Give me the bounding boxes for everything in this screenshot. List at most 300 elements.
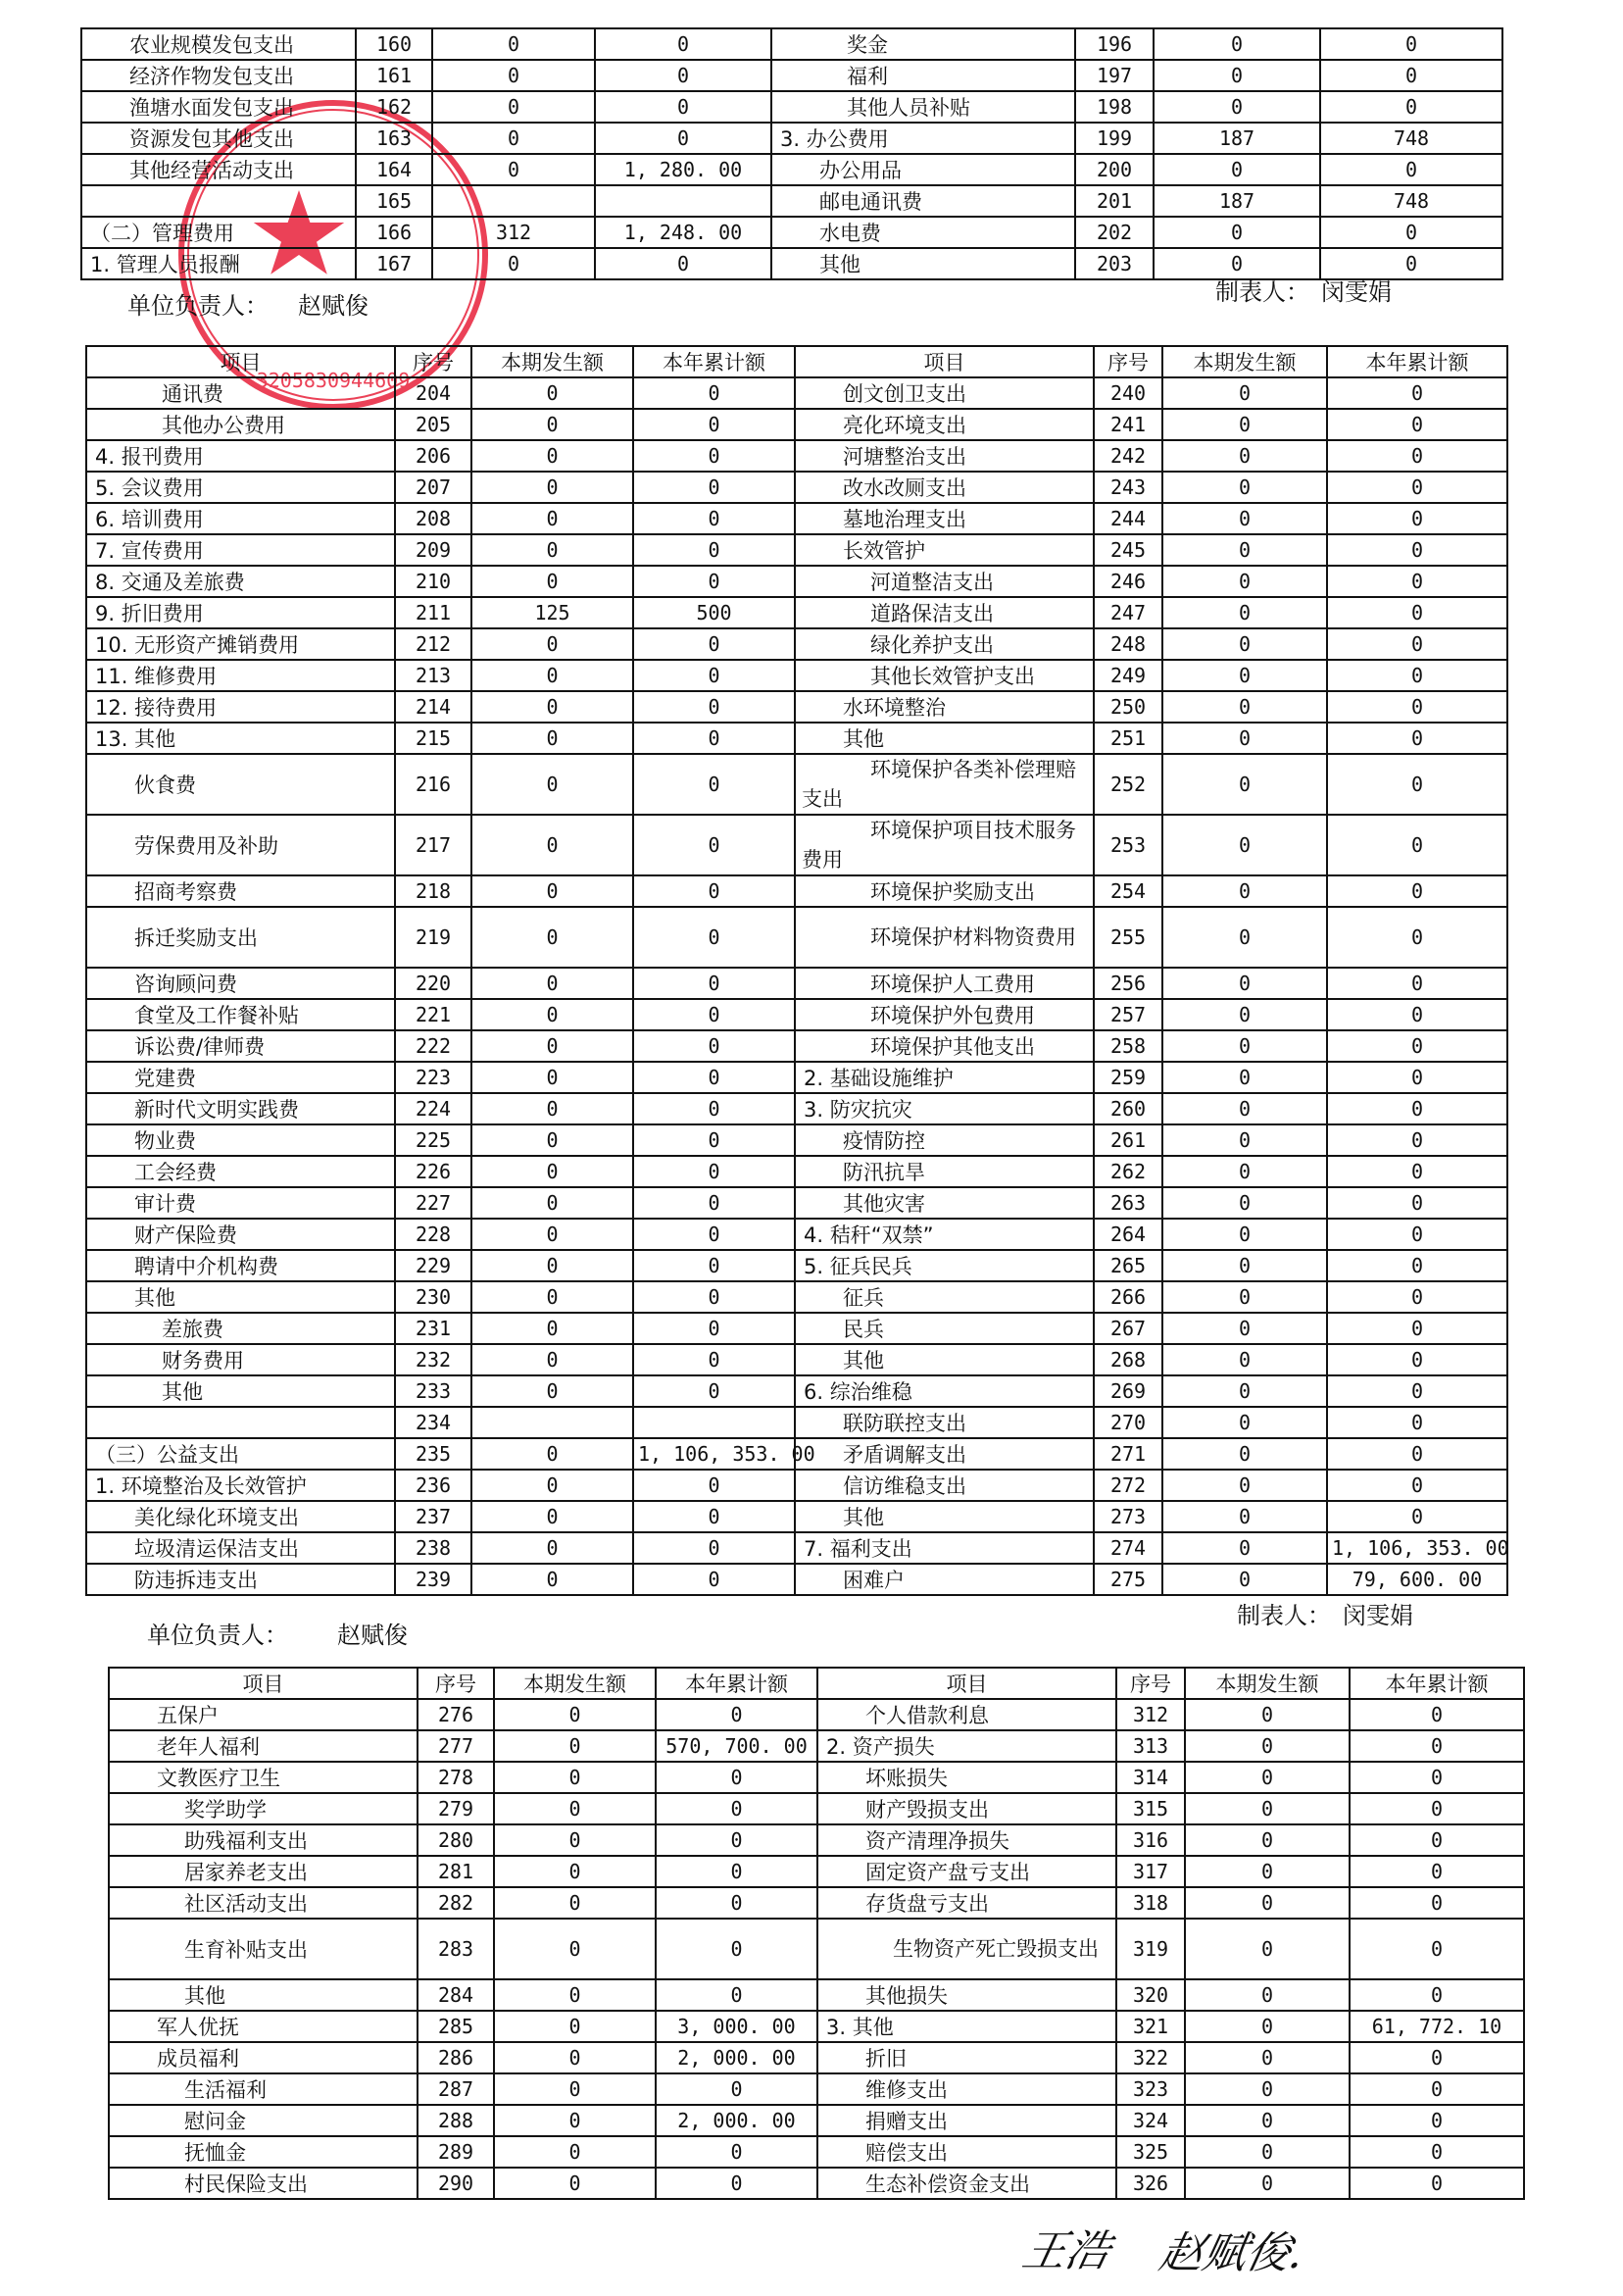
left-current-amount: 0 [471,1564,633,1595]
right-seq-number: 241 [1094,409,1162,440]
left-item-label: 12. 接待费用 [86,691,395,723]
right-current-amount: 0 [1162,1093,1327,1124]
left-item-label: 其他 [86,1281,395,1313]
right-seq-number: 267 [1094,1313,1162,1344]
right-seq-number: 258 [1094,1030,1162,1062]
right-seq-number: 243 [1094,472,1162,503]
left-ytd-amount: 0 [656,2073,817,2105]
left-ytd-amount: 0 [633,1250,795,1281]
left-item-label: 军人优抚 [109,2011,418,2042]
right-ytd-amount: 0 [1327,691,1507,723]
right-ytd-amount: 0 [1350,1979,1524,2011]
left-item-label: 生活福利 [109,2073,418,2105]
right-current-amount: 0 [1162,999,1327,1030]
left-item-label: 9. 折旧费用 [86,597,395,628]
left-seq-number: 212 [395,628,471,660]
header-item: 项目 [795,346,1094,377]
left-ytd-amount: 500 [633,597,795,628]
left-current-amount: 0 [494,1824,656,1856]
table-row [86,1250,1507,1281]
left-seq-number: 281 [418,1856,494,1887]
right-ytd-amount: 0 [1327,377,1507,409]
left-item-label: 农业规模发包支出 [81,28,356,60]
table-row [86,1093,1507,1124]
table-row [86,1470,1507,1501]
right-seq-number: 316 [1116,1824,1185,1856]
left-ytd-amount: 0 [595,60,771,91]
right-seq-number: 272 [1094,1470,1162,1501]
right-seq-number: 262 [1094,1156,1162,1187]
left-ytd-amount: 0 [656,1887,817,1919]
right-seq-number: 199 [1075,123,1154,154]
right-ytd-amount: 0 [1327,660,1507,691]
left-item-label: 抚恤金 [109,2136,418,2168]
right-ytd-amount: 0 [1320,28,1502,60]
left-current-amount [432,185,595,217]
right-current-amount: 0 [1185,1919,1350,1979]
right-current-amount: 0 [1185,2042,1350,2073]
right-ytd-amount: 0 [1350,2136,1524,2168]
right-current-amount: 0 [1185,2011,1350,2042]
left-current-amount: 0 [471,660,633,691]
left-ytd-amount: 0 [633,1030,795,1062]
table-row [109,1856,1524,1887]
right-current-amount: 0 [1162,1407,1327,1438]
right-item-label: 维修支出 [817,2073,1116,2105]
right-item-label: 征兵 [795,1281,1094,1313]
right-ytd-amount: 0 [1327,566,1507,597]
left-ytd-amount: 0 [633,1344,795,1375]
left-item-label: 4. 报刊费用 [86,440,395,472]
left-item-label: 其他 [86,1375,395,1407]
table-row [109,2042,1524,2073]
left-ytd-amount: 0 [656,1919,817,1979]
right-current-amount: 0 [1162,1375,1327,1407]
right-item-label: 2. 基础设施维护 [795,1062,1094,1093]
left-current-amount [471,1407,633,1438]
right-item-label: 环境保护其他支出 [795,1030,1094,1062]
right-ytd-amount: 0 [1327,472,1507,503]
left-seq-number: 287 [418,2073,494,2105]
header-ytd: 本年累计额 [1327,346,1507,377]
table-row [86,1532,1507,1564]
right-item-label: 民兵 [795,1313,1094,1344]
right-seq-number: 314 [1116,1762,1185,1793]
left-seq-number: 208 [395,503,471,534]
right-seq-number: 202 [1075,217,1154,248]
right-seq-number: 312 [1116,1699,1185,1730]
left-seq-number: 160 [356,28,432,60]
left-seq-number: 231 [395,1313,471,1344]
left-ytd-amount: 1, 280. 00 [595,154,771,185]
table-row [86,409,1507,440]
left-seq-number: 235 [395,1438,471,1470]
header-ytd: 本年累计额 [656,1668,817,1699]
left-ytd-amount: 0 [633,1281,795,1313]
right-item-label: 矛盾调解支出 [795,1438,1094,1470]
right-ytd-amount: 0 [1327,1156,1507,1187]
left-current-amount: 0 [471,999,633,1030]
left-item-label: 工会经费 [86,1156,395,1187]
right-ytd-amount: 0 [1327,1062,1507,1093]
left-seq-number: 211 [395,597,471,628]
table-row [86,503,1507,534]
left-current-amount: 0 [494,1762,656,1793]
right-current-amount: 0 [1162,628,1327,660]
right-seq-number: 245 [1094,534,1162,566]
right-current-amount: 0 [1162,754,1327,815]
left-seq-number: 204 [395,377,471,409]
left-ytd-amount: 0 [633,815,795,875]
left-current-amount: 0 [471,1250,633,1281]
left-ytd-amount: 0 [633,723,795,754]
left-current-amount: 0 [494,2105,656,2136]
right-current-amount: 0 [1162,1281,1327,1313]
right-item-label: 长效管护 [795,534,1094,566]
right-current-amount: 0 [1185,1979,1350,2011]
right-seq-number: 248 [1094,628,1162,660]
right-current-amount: 0 [1162,1344,1327,1375]
left-seq-number: 232 [395,1344,471,1375]
left-item-label: 五保户 [109,1699,418,1730]
right-current-amount: 0 [1162,377,1327,409]
left-seq-number: 162 [356,91,432,123]
preparer-label: 制表人： [1215,278,1309,306]
stamp-code: 3205830944609 [256,369,411,392]
right-ytd-amount: 0 [1327,1219,1507,1250]
right-current-amount: 0 [1185,2105,1350,2136]
left-seq-number: 167 [356,248,432,279]
left-seq-number: 276 [418,1699,494,1730]
left-seq-number: 206 [395,440,471,472]
table-row [109,1919,1524,1979]
left-ytd-amount [595,185,771,217]
right-seq-number: 315 [1116,1793,1185,1824]
right-seq-number: 196 [1075,28,1154,60]
left-current-amount: 0 [471,377,633,409]
left-seq-number: 227 [395,1187,471,1219]
right-ytd-amount: 0 [1327,1030,1507,1062]
left-item-label: 奖学助学 [109,1793,418,1824]
right-seq-number: 264 [1094,1219,1162,1250]
right-item-label: 信访维稳支出 [795,1470,1094,1501]
left-current-amount: 0 [494,1919,656,1979]
right-seq-number: 317 [1116,1856,1185,1887]
right-item-label: 3. 其他 [817,2011,1116,2042]
left-seq-number: 164 [356,154,432,185]
left-ytd-amount: 0 [595,28,771,60]
left-current-amount: 0 [471,907,633,968]
right-ytd-amount: 0 [1350,2073,1524,2105]
left-current-amount: 0 [471,1438,633,1470]
right-ytd-amount: 0 [1350,1919,1524,1979]
right-seq-number: 254 [1094,875,1162,907]
left-current-amount: 0 [471,472,633,503]
table-row [86,875,1507,907]
left-current-amount: 0 [494,1887,656,1919]
right-item-label: 2. 资产损失 [817,1730,1116,1762]
signature-2: 赵赋俊. [1155,2228,1309,2278]
left-ytd-amount: 0 [633,999,795,1030]
left-current-amount: 0 [471,691,633,723]
left-ytd-amount: 0 [633,1532,795,1564]
right-item-label: 墓地治理支出 [795,503,1094,534]
left-seq-number: 219 [395,907,471,968]
table-row [86,660,1507,691]
header-current: 本期发生额 [1162,346,1327,377]
left-current-amount: 0 [471,815,633,875]
preparer-footer-1 [1215,273,1392,307]
expense-table-part-3 [108,1667,1525,2200]
table-row [109,1979,1524,2011]
right-ytd-amount: 0 [1350,2105,1524,2136]
right-ytd-amount: 0 [1320,60,1502,91]
left-seq-number: 216 [395,754,471,815]
left-item-label [86,1407,395,1438]
right-current-amount: 0 [1185,1699,1350,1730]
right-seq-number: 203 [1075,248,1154,279]
table-row [86,1313,1507,1344]
left-seq-number: 288 [418,2105,494,2136]
right-current-amount: 187 [1154,185,1320,217]
table-row [109,2073,1524,2105]
left-current-amount: 0 [471,1313,633,1344]
right-ytd-amount: 0 [1327,597,1507,628]
right-current-amount: 0 [1162,1564,1327,1595]
right-seq-number: 198 [1075,91,1154,123]
right-ytd-amount: 0 [1350,1793,1524,1824]
right-item-label: 其他 [795,1344,1094,1375]
left-seq-number: 161 [356,60,432,91]
preparer-name: 闵雯娟 [1321,278,1392,306]
left-seq-number: 221 [395,999,471,1030]
left-current-amount: 0 [432,154,595,185]
table-row [86,597,1507,628]
right-item-label: 其他灾害 [795,1187,1094,1219]
left-ytd-amount: 0 [633,1187,795,1219]
table-row [109,2168,1524,2199]
left-current-amount: 0 [494,1730,656,1762]
right-seq-number: 319 [1116,1919,1185,1979]
right-current-amount: 0 [1162,1438,1327,1470]
right-current-amount: 0 [1162,875,1327,907]
right-current-amount: 0 [1154,60,1320,91]
left-ytd-amount: 0 [633,1093,795,1124]
left-item-label: 渔塘水面发包支出 [81,91,356,123]
right-item-label: 改水改厕支出 [795,472,1094,503]
right-item-label: 赔偿支出 [817,2136,1116,2168]
left-current-amount: 0 [471,628,633,660]
left-item-label: （三）公益支出 [86,1438,395,1470]
right-ytd-amount: 0 [1320,91,1502,123]
right-ytd-amount: 748 [1320,185,1502,217]
left-item-label: 5. 会议费用 [86,472,395,503]
header-item: 项目 [817,1668,1116,1699]
left-item-label: 成员福利 [109,2042,418,2073]
right-ytd-amount: 0 [1320,154,1502,185]
table-row [86,628,1507,660]
left-item-label: 13. 其他 [86,723,395,754]
right-seq-number: 255 [1094,907,1162,968]
header-item: 项目 [109,1668,418,1699]
left-item-label: 经济作物发包支出 [81,60,356,91]
table-row [86,723,1507,754]
right-seq-number: 263 [1094,1187,1162,1219]
left-item-label: 差旅费 [86,1313,395,1344]
right-current-amount: 0 [1162,1219,1327,1250]
expense-table-part-1 [80,27,1503,280]
left-current-amount: 125 [471,597,633,628]
left-ytd-amount: 1, 248. 00 [595,217,771,248]
right-current-amount: 0 [1162,1470,1327,1501]
right-current-amount: 0 [1162,907,1327,968]
left-item-label: （二）管理费用 [81,217,356,248]
table-row [86,1062,1507,1093]
right-current-amount: 0 [1162,409,1327,440]
right-item-label: 河道整洁支出 [795,566,1094,597]
right-current-amount: 0 [1162,1062,1327,1093]
left-ytd-amount: 0 [633,1313,795,1344]
table-row [86,566,1507,597]
left-item-label: 其他 [109,1979,418,2011]
right-ytd-amount: 0 [1350,1699,1524,1730]
left-current-amount: 0 [471,1093,633,1124]
left-current-amount: 0 [471,1470,633,1501]
left-item-label: 慰问金 [109,2105,418,2136]
right-current-amount: 0 [1162,815,1327,875]
left-item-label: 11. 维修费用 [86,660,395,691]
right-item-label: 固定资产盘亏支出 [817,1856,1116,1887]
left-current-amount: 0 [471,1030,633,1062]
left-item-label: 1. 管理人员报酬 [81,248,356,279]
table-row [86,534,1507,566]
right-item-label: 其他 [795,723,1094,754]
left-item-label: 招商考察费 [86,875,395,907]
right-ytd-amount: 0 [1327,1187,1507,1219]
table-row [86,1344,1507,1375]
right-item-label: 5. 征兵民兵 [795,1250,1094,1281]
left-seq-number: 222 [395,1030,471,1062]
right-seq-number: 242 [1094,440,1162,472]
left-current-amount: 0 [471,875,633,907]
right-ytd-amount: 0 [1327,815,1507,875]
right-item-label: 亮化环境支出 [795,409,1094,440]
left-ytd-amount: 0 [595,248,771,279]
left-ytd-amount: 0 [656,2168,817,2199]
right-current-amount: 0 [1185,2136,1350,2168]
left-item-label: 食堂及工作餐补贴 [86,999,395,1030]
right-item-label: 河塘整治支出 [795,440,1094,472]
right-seq-number: 323 [1116,2073,1185,2105]
right-current-amount: 0 [1185,1887,1350,1919]
right-ytd-amount: 0 [1327,1470,1507,1501]
table-row [86,1187,1507,1219]
right-item-label: 折旧 [817,2042,1116,2073]
preparer-name: 闵雯娟 [1343,1602,1413,1629]
unit-head-label: 单位负责人： [127,292,269,320]
right-ytd-amount: 0 [1350,1730,1524,1762]
left-ytd-amount: 0 [656,1699,817,1730]
right-ytd-amount: 0 [1327,628,1507,660]
left-current-amount: 0 [432,248,595,279]
left-current-amount: 0 [471,1532,633,1564]
right-seq-number: 249 [1094,660,1162,691]
right-current-amount: 0 [1154,248,1320,279]
left-ytd-amount: 0 [633,409,795,440]
right-current-amount: 0 [1162,691,1327,723]
left-current-amount: 0 [471,1344,633,1375]
right-item-label: 3. 办公费用 [771,123,1075,154]
left-current-amount: 312 [432,217,595,248]
left-item-label: 财产保险费 [86,1219,395,1250]
left-seq-number: 280 [418,1824,494,1856]
left-seq-number: 205 [395,409,471,440]
right-seq-number: 256 [1094,968,1162,999]
left-item-label: 物业费 [86,1124,395,1156]
header-row [109,1668,1524,1699]
right-item-label: 环境保护各类补偿理赔支出 [795,754,1094,815]
table-row [86,691,1507,723]
right-item-label: 绿化养护支出 [795,628,1094,660]
left-ytd-amount: 0 [595,91,771,123]
header-seq: 序号 [1094,346,1162,377]
table-row [86,1124,1507,1156]
right-seq-number: 325 [1116,2136,1185,2168]
left-current-amount: 0 [471,968,633,999]
left-current-amount: 0 [471,1281,633,1313]
left-ytd-amount: 0 [633,875,795,907]
left-ytd-amount: 0 [656,1979,817,2011]
left-seq-number: 217 [395,815,471,875]
right-current-amount: 0 [1162,723,1327,754]
header-current: 本期发生额 [1185,1668,1350,1699]
table-row [109,1793,1524,1824]
left-ytd-amount: 1, 106, 353. 00 [633,1438,795,1470]
table-row [86,1156,1507,1187]
right-current-amount: 0 [1185,2168,1350,2199]
right-seq-number: 273 [1094,1501,1162,1532]
right-seq-number: 322 [1116,2042,1185,2073]
right-seq-number: 247 [1094,597,1162,628]
left-current-amount: 0 [432,28,595,60]
left-ytd-amount: 0 [633,1156,795,1187]
left-current-amount: 0 [494,1699,656,1730]
left-ytd-amount: 0 [656,1793,817,1824]
right-seq-number: 326 [1116,2168,1185,2199]
right-item-label: 坏账损失 [817,1762,1116,1793]
left-current-amount: 0 [471,1501,633,1532]
right-item-label: 其他人员补贴 [771,91,1075,123]
right-item-label: 环境保护项目技术服务费用 [795,815,1094,875]
right-current-amount: 0 [1162,1124,1327,1156]
table-row [86,815,1507,875]
left-seq-number: 283 [418,1919,494,1979]
left-item-label: 其他经营活动支出 [81,154,356,185]
right-ytd-amount: 0 [1327,723,1507,754]
right-current-amount: 0 [1154,154,1320,185]
left-seq-number: 278 [418,1762,494,1793]
right-current-amount: 0 [1162,597,1327,628]
table-row [81,28,1502,60]
table-row [86,1030,1507,1062]
table-row [86,968,1507,999]
right-ytd-amount: 0 [1327,907,1507,968]
right-ytd-amount: 0 [1350,1856,1524,1887]
right-ytd-amount: 61, 772. 10 [1350,2011,1524,2042]
left-item-label: 美化绿化环境支出 [86,1501,395,1532]
right-current-amount: 0 [1185,1856,1350,1887]
left-seq-number: 165 [356,185,432,217]
